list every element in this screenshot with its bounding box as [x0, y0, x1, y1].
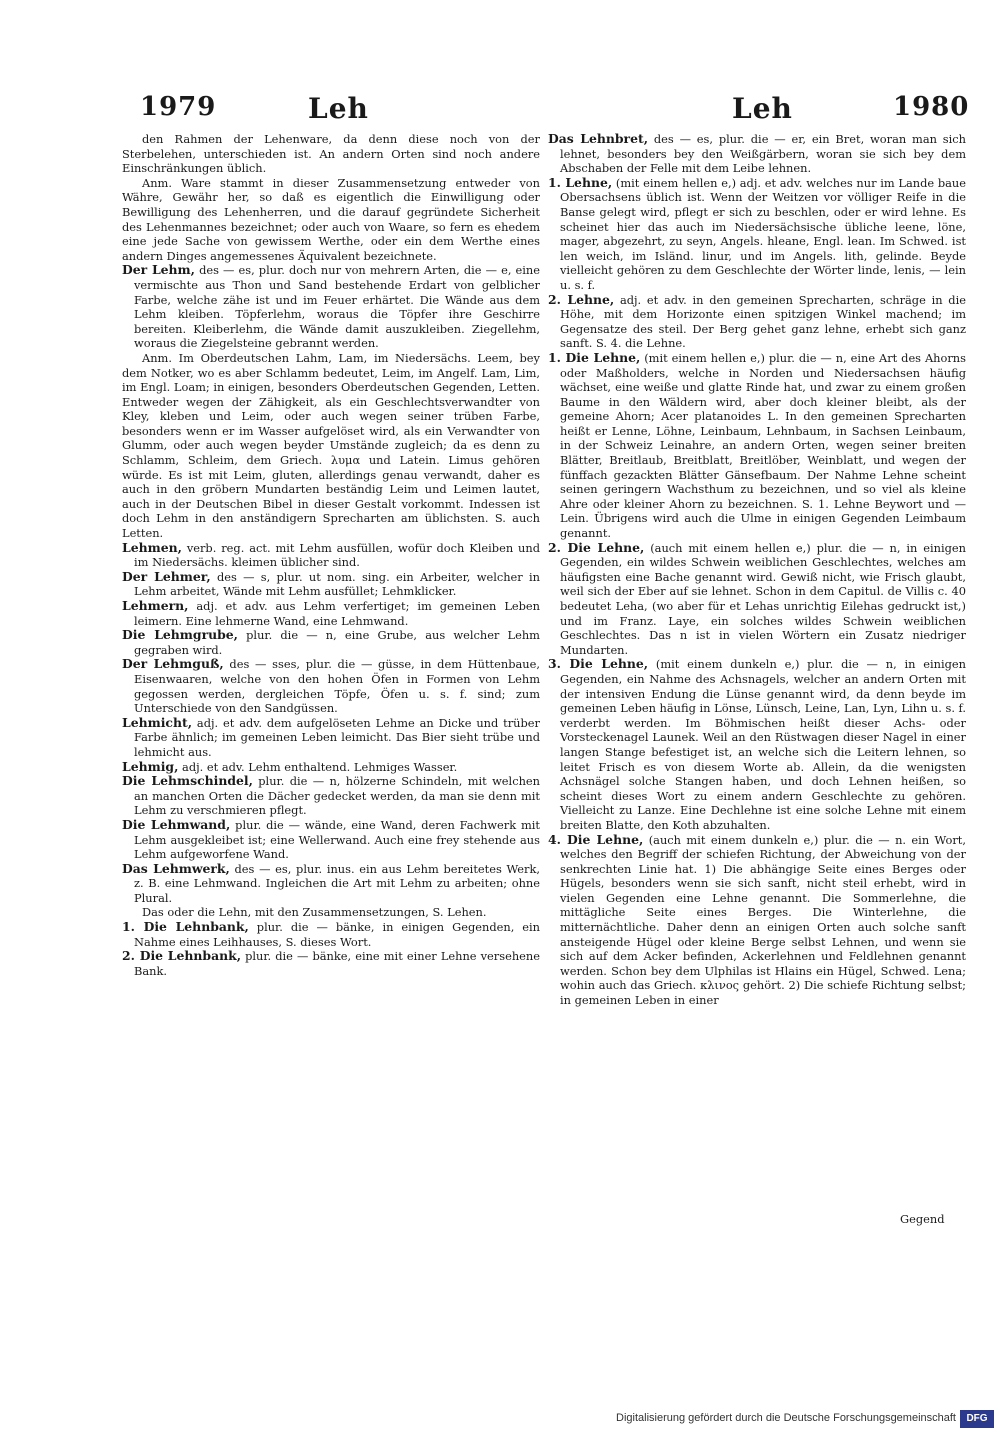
entry-headword: 2. Lehne, [548, 291, 615, 307]
page-number-left: 1979 [140, 92, 217, 122]
dictionary-entry [122, 716, 540, 760]
dictionary-entry [122, 760, 540, 775]
entry-headword: Der Lehmguß, [122, 656, 224, 672]
dictionary-entry [548, 351, 966, 541]
entry-text: Anm. Im Oberdeutschen Lahm, Lam, im Niedersächs. Leem, bey dem Notker, wo es aber Schlamm bedeutet, Leim, im Angelf. Lam, Lim, im Engl. Loam; in einigen, besonders Oberdeutschen Gegenden, Letten. Entweder wegen der Zähigkeit, als ein Geschlechtsverwandter von Kley, kleben und Leim, oder auch wegen seiner trüben Farbe, besonders wenn er im Wasser aufgelöset wird, als ein Verwandter von Glumm, oder auch wegen beyder Umstände zugleich; da es denn zu Schlamm, Schleim, dem Griech. λυμα und Latein. Limus gehören würde. Es ist mit Leim, gluten, allerdings genau verwandt, daher es auch in den gröbern Mundarten beständig Leim und Leimen lautet, auch in der Deutschen Bibel in dieser Gestalt vorkommt. Indessen ist doch Lehm in den anständigern Sprecharten am üblichsten. S. auch Letten. [122, 350, 540, 541]
dictionary-entry [548, 833, 966, 1008]
dictionary-entry [548, 132, 966, 176]
right-column [548, 132, 966, 1230]
entry-headword: 1. Lehne, [548, 174, 613, 190]
entry-text: adj. et adv. dem aufgelöseten Lehme an Dicke und trüber Farbe ähnlich; im gemeinen Leben leimicht. Das Bier sieht trübe und lehmicht aus. [134, 715, 540, 759]
entry-headword: Die Lehmgrube, [122, 627, 238, 643]
entry-headword: Die Lehmschindel, [122, 773, 253, 789]
entry-text: (auch mit einem hellen e,) plur. die — n, in einigen Gegenden, ein wildes Schwein weiblichen Geschlechtes, welches am häufigsten eine Bache genannt wird. Gewiß nicht, wie Frisch glaubt, weil sich der Eber auf sie lehnet. Schon in dem Capitul. de Villis c. 40 bedeutet Leha, (wo aber für et Lehas unrichtig Eilehas gedruckt ist,) und im Franz. Laye, ein solches wildes Schwein weiblichen Geschlechtes. Das n ist in vielen Wörtern ein Zusatz niedriger Mundarten. [560, 540, 966, 657]
entry-text: des — s, plur. ut nom. sing. ein Arbeiter, welcher in Lehm arbeitet, Wände mit Lehm ausfüllet; Lehmklicker. [134, 569, 540, 599]
entry-headword: Das Lehmwerk, [122, 860, 230, 876]
entry-headword: Lehmicht, [122, 714, 193, 730]
dictionary-entry [122, 818, 540, 862]
entry-headword: 3. Die Lehne, [548, 656, 649, 672]
entry-text: plur. die — n, hölzerne Schindeln, mit welchen an manchen Orten die Dächer gedecket werden, da man sie denn mit Lehm zu verschmieren pflegt. [134, 774, 540, 818]
dictionary-entry [122, 132, 540, 176]
dictionary-entry [122, 541, 540, 570]
entry-text: Das oder die Lehn, mit den Zusammensetzungen, S. Lehen. [142, 905, 487, 920]
entry-text: Anm. Ware stammt in dieser Zusammensetzung entweder von Währe, Gewähr her, so daß es eigentlich die Einwilligung oder Bewilligung des Lehenherren, und die darauf gegründete Sicherheit des Lehenmannes bezeichnet; oder auch von Waare, so fern es ehedem eine jede Sache von gewissem Werthe, oder ein dem Werthe eines andern Dinges angemessenes Äquivalent bezeichnete. [122, 175, 540, 263]
dictionary-entry [548, 293, 966, 351]
dictionary-entry [122, 657, 540, 715]
entry-text: des — es, plur. doch nur von mehrern Arten, die — e, eine vermischte aus Thon und Sand bestehende Erdart von gelblicher Farbe, welche zähe ist und im Feuer erhärtet. Die Wände aus dem Lehm kleiben. Töpferlehm, woraus die Töpfer ihre Geschirre bereiten. Kleiberlehm, die Wände damit auszukleiben. Ziegellehm, woraus die Ziegelsteine gebrannt werden. [134, 263, 540, 351]
entry-text: plur. die — wände, eine Wand, deren Fachwerk mit Lehm ausgekleibet ist; eine Wellerwand. Auch eine frey stehende aus Lehm aufgeworfene Wand. [134, 817, 540, 862]
entry-headword: Lehmig, [122, 758, 179, 774]
dictionary-entry [122, 263, 540, 351]
entry-text: (mit einem hellen e,) plur. die — n, eine Art des Ahorns oder Maßholders, welche in Norden und Niedersachsen häufig wächset, eine weiße und glatte Rinde hat, und zwar zu einem großen Baume in den Wäldern wird, aber doch kleiner bleibt, als der gemeine Ahorn; Acer platanoides L. In den gemeinen Sprecharten heißt er Lenne, Löhne, Leinbaum, Lehnbaum, in Sachsen Leinbaum, in der Schweiz Leinahre, an andern Orten, wegen seiner breiten Blätter, Breitlaub, Breitblatt, Breitlöber, Weinblatt, und wegen der fünffach gezackten Blätter Gänsefbaum. Der Nahme Lehne scheint seinen geringern Wachsthum zu bezeichnen, und so viel als kleine Ahre oder kleiner Ahorn zu bezeichnen. S. 1. Lehne Beywort und — Lein. Übrigens wird auch die Ulme in einigen Gegenden Leimbaum genannt. [560, 350, 966, 541]
dictionary-entry [548, 176, 966, 293]
entry-text: (mit einem hellen e,) adj. et adv. welches nur im Lande baue Obersachsens üblich ist. Wenn der Weitzen vor völliger Reife in die Banse gelegt wird, pflegt er sich zu beschlen, oder er wird lehne. Es scheinet hier das auch im Niedersächsische übliche leene, löne, mager, abgezehrt, zu seyn, Angels. hleane, Engl. lean. Im Schwed. ist len weich, im Isländ. linur, und im Angels. lith, gelinde. Beyde vielleicht gehören zu dem Geschlechte der Wörter linde, lenis, — lein u. s. f. [560, 175, 966, 292]
dfg-logo: DFG [960, 1410, 994, 1428]
entry-text: (mit einem dunkeln e,) plur. die — n, in einigen Gegenden, ein Nahme des Achsnagels, welcher an andern Orten mit der intensiven Endung die Lünse genannt wird, da denn beyde im gemeinen Leben häufig in Lönse, Lünsch, Leine, Lan, Lyn, Lihn u. s. f. verderbt werden. Im Böhmischen heißt dieser Achs- oder Vorsteckenagel Launek. Weil an den Rüstwagen dieser Nagel in einer langen Stange befestiget ist, an welche sich die Leitern lehnen, so leitet Frisch es von diesem Worte ab. Allein, da die wenigsten Achsnägel solche Stangen haben, und doch Lehnen heißen, so scheint dieses Wort zu einem andern Geschlechte zu gehören. Vielleicht zu Lanze. Eine Dechlehne ist eine solche Lehne mit einem breiten Blatte, den Koth abzuhalten. [560, 657, 966, 832]
dictionary-entry [122, 862, 540, 906]
entry-text: plur. die — bänke, eine mit einer Lehne versehene Bank. [134, 949, 540, 978]
dictionary-entry [122, 628, 540, 657]
dictionary-entry [548, 541, 966, 658]
dictionary-entry [122, 905, 540, 920]
left-column [122, 132, 540, 1230]
entry-text: (auch mit einem dunkeln e,) plur. die — n. ein Wort, welches den Begriff der schiefen Richtung, der Abweichung von der senkrechten Linie hat. 1) Die abhängige Seite eines Berges oder Hügels, besonders wenn sie sich sanft, nicht steil erhebt, wird in vielen Gegenden eine Lehne genannt. Die Sommerlehne, die mittägliche Seite eines Berges. Die Winterlehne, die mitternächtliche. Daher denn an einigen Orten auch solche sanft ansteigende Hügel oder kleine Berge selbst Lehnen, und wenn sie sich auf dem Acker befinden, Ackerlehnen und Feldlehnen genannt werden. Schon bey dem Ulphilas ist Hlains ein Hügel, Schwed. Lena; wohin auch das Griech. κλινος gehört. 2) Die schiefe Richtung selbst; in gemeinen Leben in einer [560, 832, 966, 1008]
footer-bar [0, 1408, 1000, 1432]
entry-headword: 2. Die Lehne, [548, 539, 645, 555]
entry-text: des — es, plur. die — er, ein Bret, woran man sich lehnet, besonders bey den Weißgärbern, woran sie sich bey dem Abschaben der Felle mit dem Leibe lehnen. [560, 132, 966, 176]
dictionary-entry [122, 351, 540, 541]
footer-funding-text: Digitalisierung gefördert durch die Deutsche Forschungsgemeinschaft [616, 1412, 956, 1424]
entry-headword: Die Lehmwand, [122, 816, 231, 832]
entry-headword: Der Lehmer, [122, 568, 211, 584]
entry-headword: Lehmen, [122, 539, 182, 555]
entry-headword: 1. Die Lehnbank, [122, 919, 249, 935]
entry-text: plur. die — bänke, in einigen Gegenden, ein Nahme eines Leihhauses, S. dieses Wort. [134, 920, 540, 949]
entry-text: des — sses, plur. die — güsse, in dem Hüttenbaue, Eisenwaaren, welche von den hohen Öfen in Formen von Lehm gegossen werden, dergleichen Töpfe, Öfen u. s. f. sind; zum Unterschiede von den Sandgüssen. [134, 657, 540, 716]
entry-text: adj. et adv. in den gemeinen Sprecharten, schräge in die Höhe, mit dem Horizonte einen spitzigen Winkel machend; im Gegensatze des steil. Der Berg gehet ganz lehne, erhebt sich ganz sanft. S. 4. die Lehne. [560, 292, 966, 351]
running-head-right: Leh [732, 92, 793, 125]
running-head-left: Leh [308, 92, 369, 125]
dictionary-entry [122, 774, 540, 818]
entry-text: plur. die — n, eine Grube, aus welcher Lehm gegraben wird. [134, 628, 540, 657]
dictionary-entry [122, 176, 540, 264]
entry-headword: 2. Die Lehnbank, [122, 948, 242, 964]
entry-text: adj. et adv. aus Lehm verfertiget; im gemeinen Leben leimern. Eine lehmerne Wand, eine Lehmwand. [134, 599, 540, 628]
entry-headword: Lehmern, [122, 598, 189, 613]
dictionary-entry [548, 657, 966, 832]
dictionary-entry [122, 570, 540, 599]
catchword: Gegend [900, 1212, 945, 1226]
entry-text: den Rahmen der Lehenware, da denn diese noch von der Sterbelehen, unterschieden ist. An andern Orten sind noch andere Einschränkungen üblich. [122, 132, 540, 176]
entry-headword: 4. Die Lehne, [548, 831, 644, 847]
dictionary-entry [122, 920, 540, 949]
entry-text: adj. et adv. Lehm enthaltend. Lehmiges Wasser. [182, 759, 458, 774]
entry-headword: 1. Die Lehne, [548, 349, 641, 365]
page-number-right: 1980 [893, 92, 970, 122]
entry-text: verb. reg. act. mit Lehm ausfüllen, wofür doch Kleiben und im Niedersächs. kleimen üblicher sind. [134, 540, 540, 570]
entry-headword: Das Lehnbret, [548, 132, 649, 146]
entry-headword: Der Lehm, [122, 262, 195, 278]
dictionary-entry [122, 599, 540, 628]
dictionary-entry [122, 949, 540, 978]
entry-text: des — es, plur. inus. ein aus Lehm bereitetes Werk, z. B. eine Lehmwand. Ingleichen die Art mit Lehm zu arbeiten; ohne Plural. [134, 861, 540, 905]
